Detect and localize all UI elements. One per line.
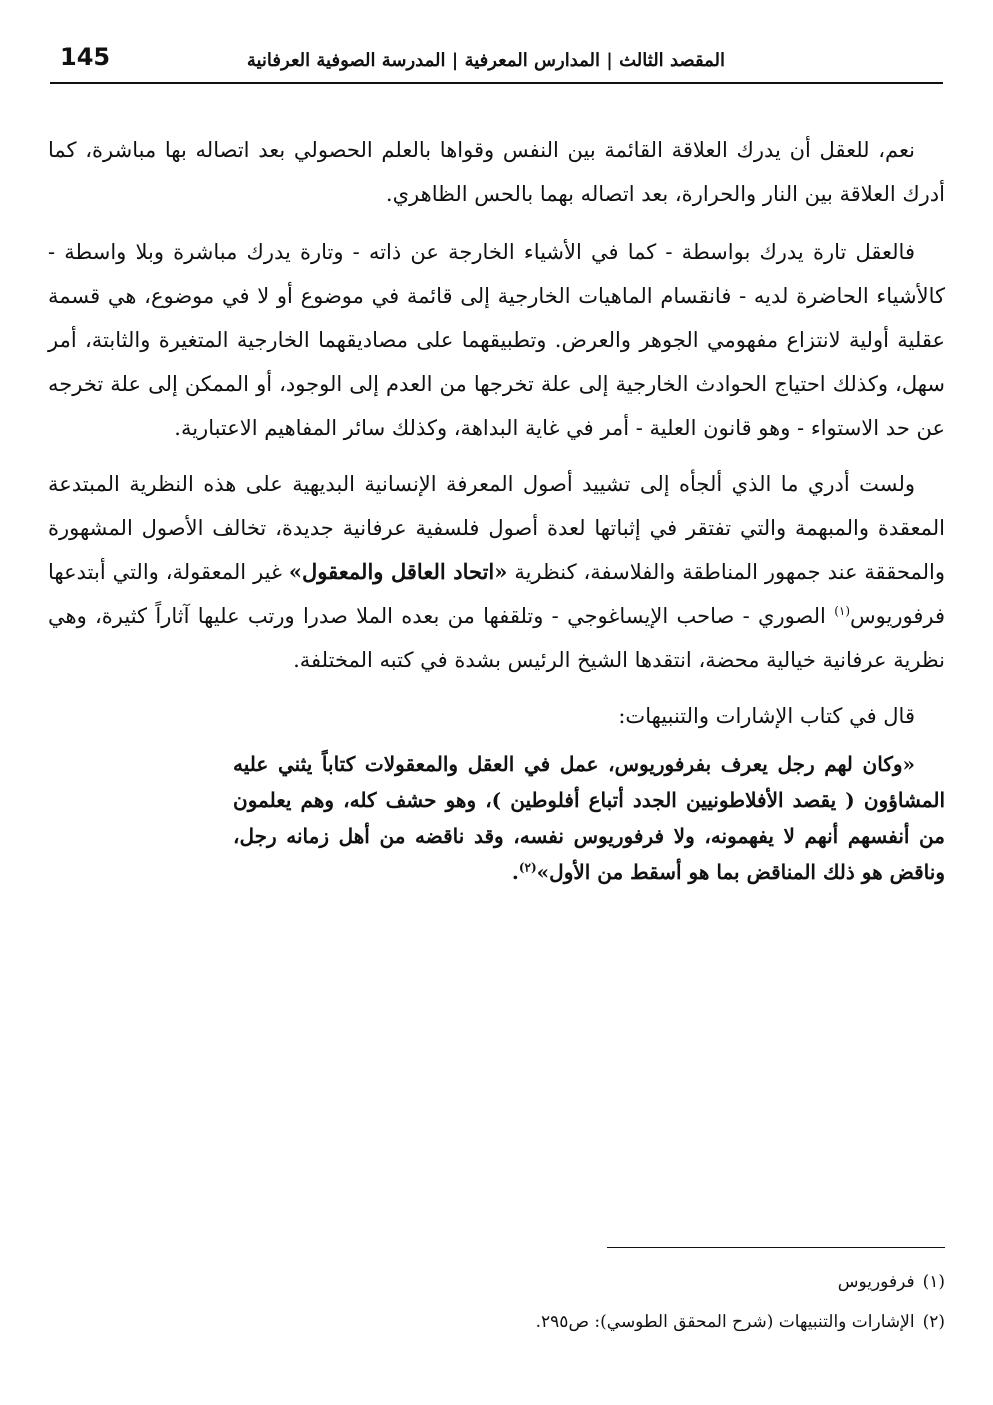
paragraph-2: فالعقل تارة يدرك بواسطة - كما في الأشياء الخارجة عن ذاته - وتارة يدرك مباشرة وبلا واسطة - كالأشياء الحاضرة لديه - فانقسام الماهيات الخارجية إلى قائمة في موضوع أو لا في موضوع، هي قسمة عقلية أولية لانتزاع مفهومي الجوهر والعرض. وتطبيقهما على مصاديقهما الخارجية المتغيرة والثابتة، أمر سهل، وكذلك احتياج الحوادث الخارجية إلى علة تخرجها من العدم إلى الوجود، أو الممكن إلى علة تخرجه عن حد الاستواء - وهو قانون العلية - أمر في غاية البداهة، وكذلك سائر المفاهيم الاعتبارية. xyxy=(48,240,945,440)
paragraph-3 xyxy=(48,462,945,682)
main-text xyxy=(48,128,945,902)
paragraph-4: قال في كتاب الإشارات والتنبيهات: xyxy=(618,704,915,728)
quotation-block xyxy=(233,746,945,890)
footnote-2-number: (٢) xyxy=(922,1312,945,1332)
quotation-text: «وكان لهم رجل يعرف بفرفوريوس، عمل في العقل والمعقولات كتاباً يثني عليه المشاؤون ( يقصد الأفلاطونيين الجدد أتباع أفلوطين )، وهو حشف كله، وهم يعلمون من أنفسهم أنهم لا يفهمونه، ولا فرفوريوس نفسه، وقد ناقضه من أهل زمانه رجل، وناقض هو ذلك المناقض بما هو أسقط من الأول» xyxy=(233,752,945,884)
footnote-divider xyxy=(607,1247,945,1248)
page-number: 145 xyxy=(60,43,111,71)
paragraph-3-text-c: الصوري - صاحب الإيساغوجي - وتلقفها من بعده الملا صدرا ورتب عليها آثاراً كثيرة، وهي نظرية عرفانية خيالية محضة، انتقدها الشيخ الرئيس بشدة في كتبه المختلفة. xyxy=(48,604,945,672)
footnote-1-text: فرفوريوس xyxy=(837,1272,915,1292)
running-header: المقصد الثالث | المدارس المعرفية | المدرسة الصوفية العرفانية xyxy=(246,50,725,71)
footnote-1 xyxy=(300,1262,945,1302)
footnote-ref-2[interactable]: (٢) xyxy=(518,860,537,875)
footnote-1-number: (١) xyxy=(922,1272,945,1292)
footnote-ref-1[interactable]: (١) xyxy=(834,604,851,618)
footnote-2-text: الإشارات والتنبيهات (شرح المحقق الطوسي): ص٢٩٥. xyxy=(535,1312,915,1332)
paragraph-1: نعم، للعقل أن يدرك العلاقة القائمة بين النفس وقواها بالعلم الحصولي بعد اتصاله بها مباشرة، كما أدرك العلاقة بين النار والحرارة، بعد اتصاله بهما بالحس الظاهري. xyxy=(48,138,945,206)
footnotes xyxy=(300,1262,945,1342)
header-divider xyxy=(50,82,943,84)
quotation-end: . xyxy=(511,860,519,884)
paragraph-3-text-b: غير المعقولة، والتي أبتدعها فرفوريوس xyxy=(48,560,945,628)
bold-term: «اتحاد العاقل والمعقول» xyxy=(288,559,508,584)
paragraph-3-text-a: ولست أدري ما الذي ألجأه إلى تشييد أصول المعرفة الإنسانية البديهية على هذه النظرية المبتدعة المعقدة والمبهمة والتي تفتقر في إثباتها لعدة أصول فلسفية عرفانية جديدة، تخالف الأصول المشهورة والمحققة عند جمهور المناطقة والفلاسفة، كنظرية xyxy=(48,472,945,584)
footnote-2 xyxy=(300,1302,945,1342)
